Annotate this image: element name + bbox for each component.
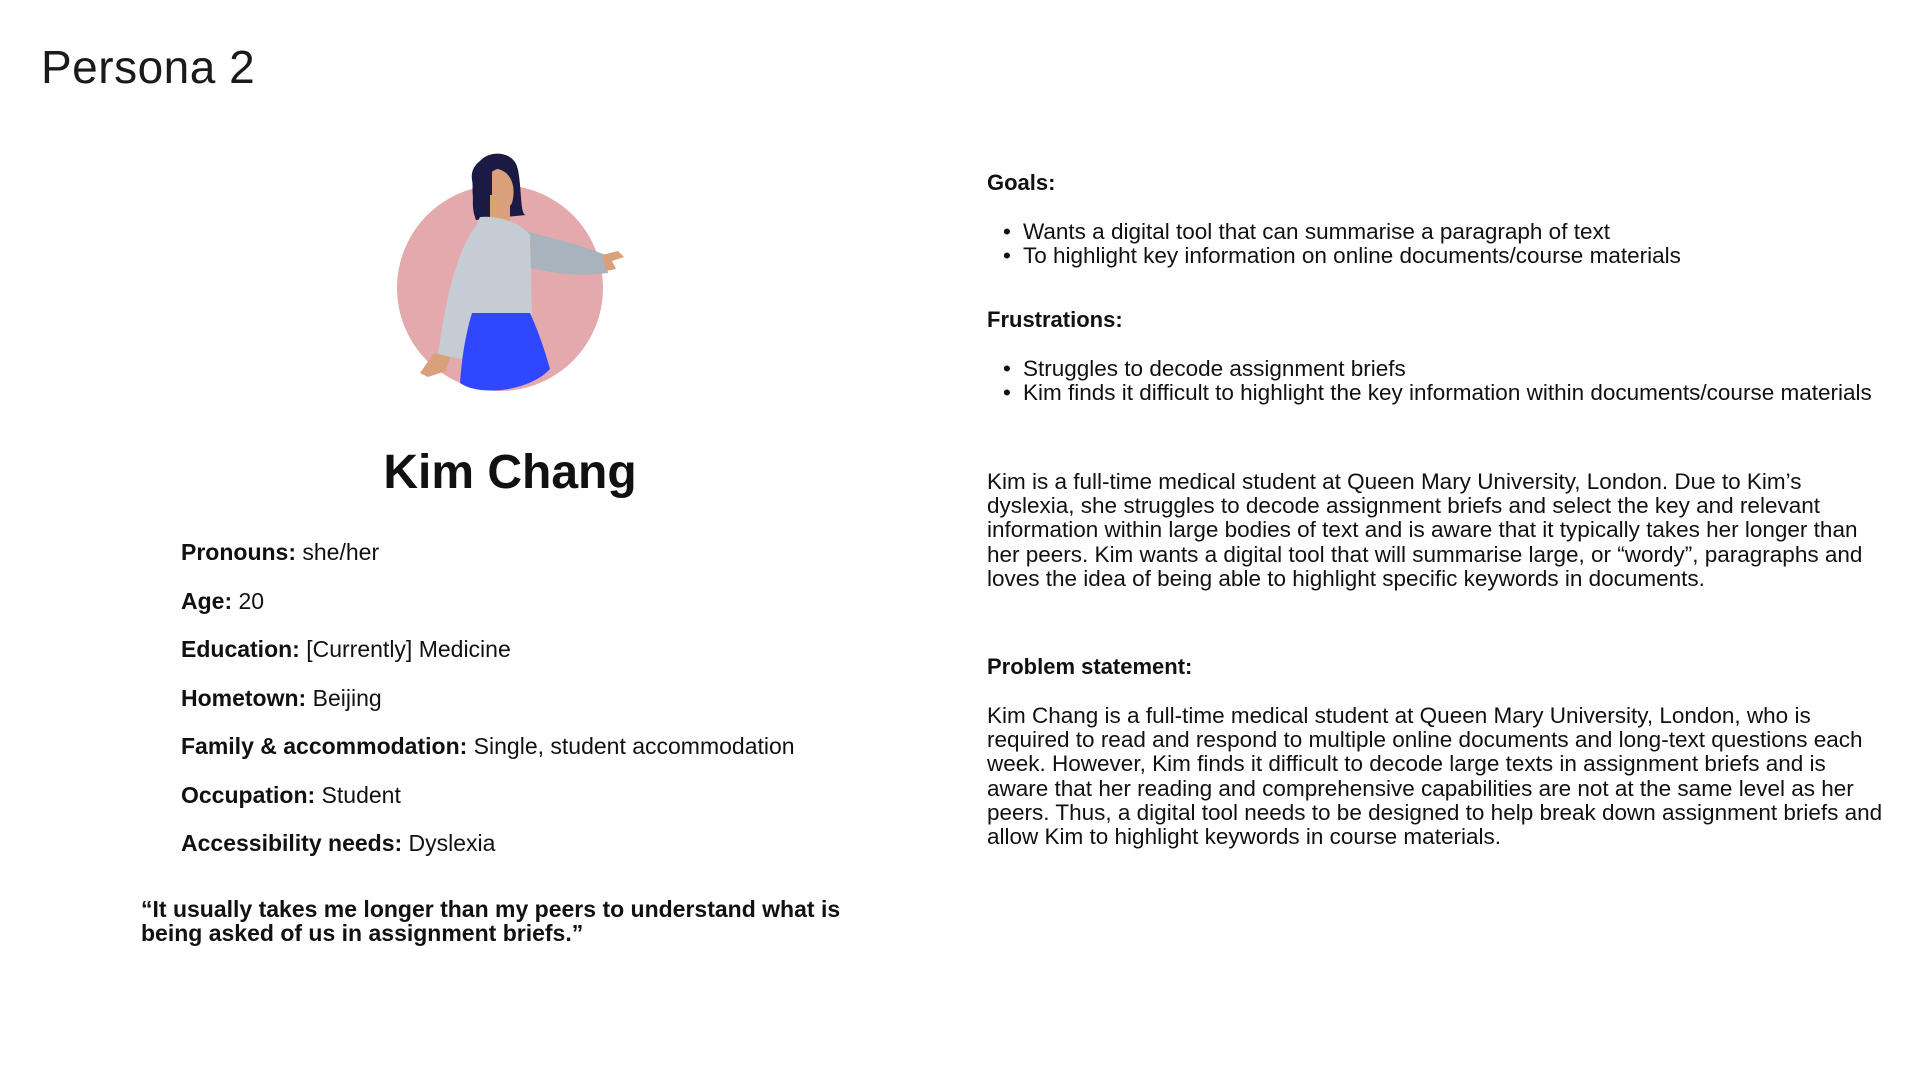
detail-value: Beijing xyxy=(306,684,382,711)
goals-heading: Goals: xyxy=(987,170,1056,195)
persona-avatar xyxy=(380,145,640,395)
detail-label: Pronouns: xyxy=(181,539,296,565)
woman-avatar-icon xyxy=(380,145,640,395)
detail-accessibility-needs xyxy=(181,828,901,858)
detail-family-accommodation xyxy=(181,731,901,761)
detail-hometown xyxy=(181,683,901,713)
detail-value: Dyslexia xyxy=(402,830,496,856)
goals-list xyxy=(987,220,1883,268)
persona-details xyxy=(181,537,901,877)
detail-label: Education: xyxy=(181,636,300,662)
list-item: • Struggles to decode assignment briefs xyxy=(1023,357,1883,381)
detail-label: Family & accommodation: xyxy=(181,733,468,759)
detail-pronouns xyxy=(181,537,901,567)
detail-age xyxy=(181,586,901,616)
list-item: • To highlight key information on online documents/course materials xyxy=(1023,244,1883,268)
detail-label: Age: xyxy=(181,587,233,614)
detail-occupation xyxy=(181,780,901,810)
list-item: • Wants a digital tool that can summarise a paragraph of text xyxy=(1023,220,1883,244)
frustrations-heading: Frustrations: xyxy=(987,307,1123,332)
persona-name: Kim Chang xyxy=(383,446,637,499)
detail-education xyxy=(181,634,901,664)
detail-label: Hometown: xyxy=(181,684,307,711)
detail-value: [Currently] Medicine xyxy=(299,636,511,662)
problem-statement-paragraph: Kim Chang is a full-time medical student at Queen Mary University, London, who is required to read and respond to multiple online documents and long-text questions each week. However, Kim finds it difficult to decode large texts in assignment briefs and is aware that her reading and comprehensive capabilities are not at the same level as her peers. Thus, a digital tool needs to be designed to help break down assignment briefs and allow Kim to highlight keywords in course materials. xyxy=(987,703,1883,850)
detail-value: she/her xyxy=(296,539,380,565)
detail-label: Occupation: xyxy=(181,781,316,808)
page-title: Persona 2 xyxy=(41,41,256,93)
problem-statement-heading: Problem statement: xyxy=(987,654,1193,679)
detail-value: Student xyxy=(315,781,401,808)
frustrations-list xyxy=(987,357,1883,405)
persona-quote: “It usually takes me longer than my peers to understand what is being asked of us in assignment briefs.” xyxy=(141,896,841,946)
detail-value: Single, student accommodation xyxy=(467,733,795,759)
bio-paragraph: Kim is a full-time medical student at Queen Mary University, London. Due to Kim’s dyslexia, she struggles to decode assignment briefs and select the key and relevant information within large bodies of text and is aware that it typically takes her longer than her peers. Kim wants a digital tool that will summarise large, or “wordy”, paragraphs and loves the idea of being able to highlight specific keywords in documents. xyxy=(987,469,1863,591)
list-item: • Kim finds it difficult to highlight the key information within documents/course materials xyxy=(1023,381,1883,405)
detail-value: 20 xyxy=(232,587,265,614)
detail-label: Accessibility needs: xyxy=(181,830,403,856)
